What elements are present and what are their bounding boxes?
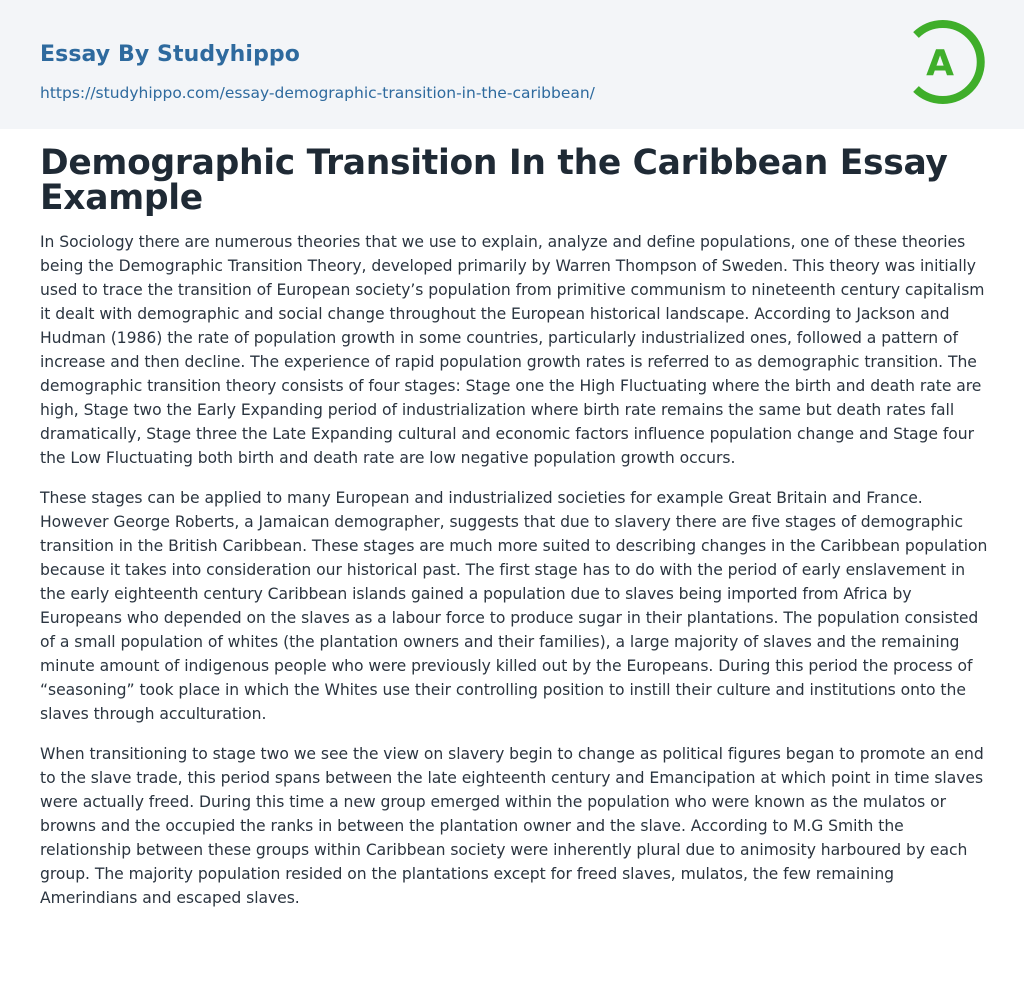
essay-paragraph-3: When transitioning to stage two we see the view on slavery begin to change as political figures began to promote an end to the slave trade, this period spans between the late eighteenth century and Emancipation at which point in time slaves were actually freed. During this time a new group emerged within the population who were known as the mulatos or browns and the occupied the ranks in between the plantation owner and the slave. According to M.G Smith the relationship between these groups within Caribbean society were inherently plural due to animosity harboured by each group. The majority population resided on the plantations except for freed slaves, mulatos, the few remaining Amerindians and escaped slaves.	[40, 745, 984, 907]
essay-paragraph-1: In Sociology there are numerous theories that we use to explain, analyze and define populations, one of these theories being the Demographic Transition Theory, developed primarily by Warren Thompson of Sweden. This theory was initially used to trace the transition of European society’s population from primitive communism to nineteenth century capitalism it dealt with demographic and social change throughout the European historical landscape. According to Jackson and Hudman (1986) the rate of population growth in some countries, particularly industrialized ones, followed a pattern of increase and then decline. The experience of rapid population growth rates is referred to as demographic transition. The demographic transition theory consists of four stages: Stage one the High Fluctuating where the birth and death rate are high, Stage two the Early Expanding period of industrialization where birth rate remains the same but death rates fall dramatically, Stage three the Late Expanding cultural and economic factors influence population change and Stage four the Low Fluctuating both birth and death rate are low negative population growth occurs.	[40, 233, 985, 467]
studyhippo-logo-icon[interactable]	[912, 19, 988, 105]
site-brand[interactable]: Essay By Studyhippo	[40, 42, 300, 67]
essay-title: Demographic Transition In the Caribbean Essay Example	[40, 143, 948, 218]
essay-url-link[interactable]: https://studyhippo.com/essay-demographic-transition-in-the-caribbean/	[40, 84, 595, 102]
logo-letter: A	[926, 43, 954, 84]
essay-body	[40, 143, 990, 926]
site-header	[0, 0, 1024, 129]
essay-paragraph-2: These stages can be applied to many European and industrialized societies for example Great Britain and France. However George Roberts, a Jamaican demographer, suggests that due to slavery there are five stages of demographic transition in the British Caribbean. These stages are much more suited to describing changes in the Caribbean population because it takes into consideration our historical past. The first stage has to do with the period of early enslavement in the early eighteenth century Caribbean islands gained a population due to slaves being imported from Africa by Europeans who depended on the slaves as a labour force to produce sugar in their plantations. The population consisted of a small population of whites (the plantation owners and their families), a large majority of slaves and the remaining minute amount of indigenous people who were previously killed out by the Europeans. During this period the process of “seasoning” took place in which the Whites use their controlling position to instill their culture and institutions onto the slaves through acculturation.	[40, 489, 988, 723]
